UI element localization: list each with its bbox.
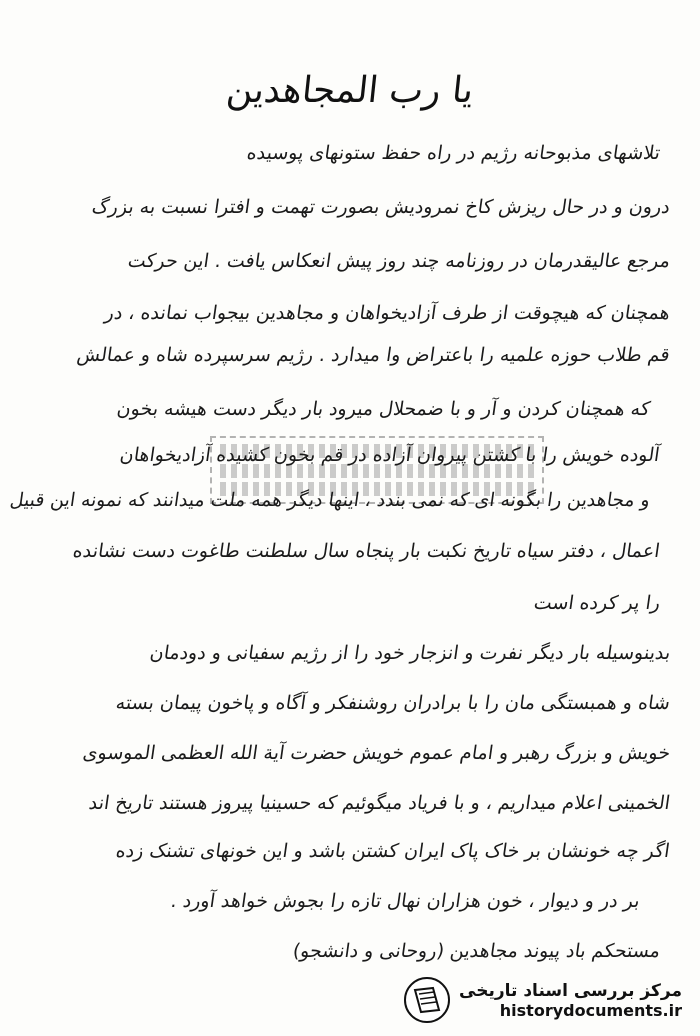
text-line-13: خویش و بزرگ رهبر و امام عموم خویش حضرت آیة الله العظمی الموسوی: [81, 742, 672, 764]
text-line-3: مرجع عالیقدرمان در روزنامه چند روز پیش انعکاس یافت . این حرکت: [126, 250, 672, 272]
document-title: یا رب المجاهدین: [224, 70, 476, 111]
watermark: [403, 976, 682, 1024]
text-line-14: الخمینی اعلام میداریم ، و با فریاد میگوئیم که حسینیا پیروز هستند تاریخ اند: [87, 792, 672, 814]
text-line-11: بدینوسیله بار دیگر نفرت و انزجار خود را از رژیم سفیانی و دودمان: [147, 642, 672, 664]
text-line-17: مستحکم باد پیوند مجاهدین (روحانی و دانشجو): [291, 940, 662, 962]
text-line-1: تلاشهای مذبوحانه رژیم در راه حفظ ستونهای پوسیده: [245, 142, 662, 164]
text-line-5: قم طلاب حوزه علمیه را باعتراض وا میدارد . رژیم سرسپرده شاه و عمالش: [75, 344, 672, 366]
text-line-9: اعمال ، دفتر سیاه تاریخ نکبت بار پنجاه سال سلطنت طاغوت دست نشانده: [71, 540, 662, 562]
text-line-16: بر در و دیوار ، خون هزاران نهال تازه را بجوش خواهد آورد .: [169, 890, 642, 912]
text-line-6: که همچنان کردن و آر و با ضمحلال میرود بار دیگر دست هیشه بخون: [115, 398, 652, 420]
text-line-7: آلوده خویش را با کشتن پیروان آزاده در قم بخون کشیده آزادیخواهان: [118, 444, 662, 466]
text-line-8: و مجاهدین را بگونه ای که نمی بندد ، اینها دیگر همه ملت میدانند که نمونه این قبیل: [8, 490, 652, 511]
text-line-10: را پر کرده است: [532, 592, 662, 614]
text-line-2: درون و در حال ریزش کاخ نمرودیش بصورت تهمت و افترا نسبت به بزرگ: [90, 196, 672, 218]
archive-logo-icon: [403, 976, 451, 1024]
text-line-4: همچنان که هیچوقت از طرف آزادیخواهان و مجاهدین بیجواب نمانده ، در: [103, 302, 672, 324]
watermark-name: مرکز بررسی اسناد تاریخی: [459, 980, 682, 1001]
text-line-12: شاه و همبستگی مان را با برادران روشنفکر و آگاه و پاخون پیمان بسته: [114, 692, 672, 714]
text-line-15: اگر چه خونشان بر خاک پاک ایران کشتن باشد و این خونهای تشنک زده: [114, 840, 672, 862]
watermark-site: historydocuments.ir: [499, 1000, 682, 1020]
